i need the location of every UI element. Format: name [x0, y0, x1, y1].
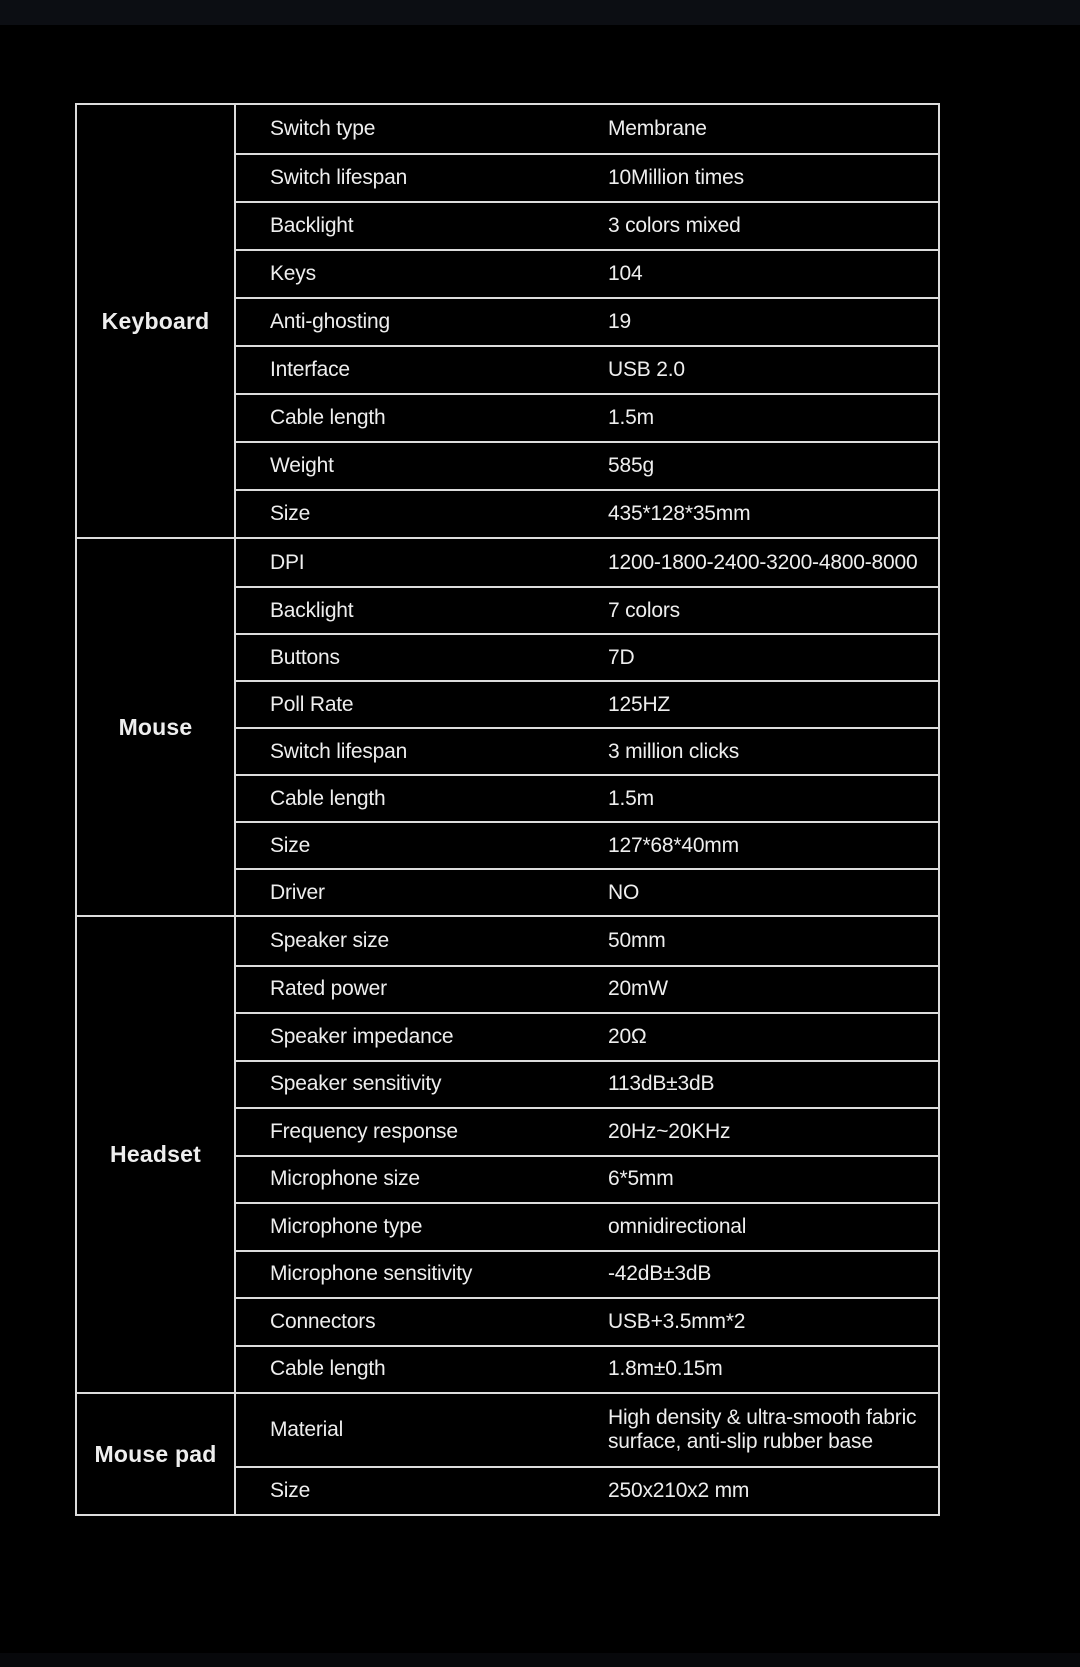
spec-value: 6*5mm — [608, 1167, 674, 1191]
spec-row — [236, 633, 938, 680]
spec-value: USB 2.0 — [608, 358, 685, 381]
spec-value: NO — [608, 880, 640, 904]
section-keyboard — [77, 105, 938, 537]
spec-label: Size — [270, 1479, 311, 1502]
section-mouse-pad — [77, 1392, 938, 1514]
spec-label: Anti-ghosting — [270, 310, 390, 333]
spec-label: Size — [270, 502, 311, 525]
spec-row — [236, 1107, 938, 1155]
spec-value: 127*68*40mm — [608, 833, 739, 857]
spec-row — [236, 489, 938, 537]
spec-value: 10Million times — [608, 166, 744, 189]
spec-value: -42dB±3dB — [608, 1262, 712, 1286]
spec-row — [236, 201, 938, 249]
spec-row — [236, 1202, 938, 1250]
spec-value: High density & ultra-smooth fabric surface, anti-slip rubber base — [608, 1406, 917, 1453]
spec-label: Cable length — [270, 786, 386, 810]
spec-label: Switch lifespan — [270, 739, 408, 763]
spec-value: 3 colors mixed — [608, 214, 741, 237]
spec-value: 50mm — [608, 928, 666, 952]
section-mouse — [77, 537, 938, 915]
category-cell — [77, 917, 236, 1392]
spec-row — [236, 153, 938, 201]
category-label: Mouse pad — [94, 1440, 217, 1467]
spec-label: Backlight — [270, 598, 354, 622]
spec-label: Frequency response — [270, 1119, 458, 1143]
spec-value: 435*128*35mm — [608, 502, 751, 525]
spec-label: Speaker impedance — [270, 1024, 454, 1048]
category-cell — [77, 105, 236, 537]
spec-row — [236, 393, 938, 441]
category-cell — [77, 539, 236, 915]
spec-rows — [236, 539, 938, 915]
spec-value: 7 colors — [608, 598, 680, 622]
spec-value: 19 — [608, 310, 631, 333]
spec-value: USB+3.5mm*2 — [608, 1309, 746, 1333]
spec-label: Switch type — [270, 117, 376, 140]
spec-row — [236, 345, 938, 393]
spec-value: 1.8m±0.15m — [608, 1357, 723, 1381]
spec-row — [236, 917, 938, 965]
top-dark-strip — [0, 0, 1080, 25]
spec-value: 104 — [608, 262, 643, 285]
bottom-dark-strip — [0, 1653, 1080, 1667]
spec-label: Microphone type — [270, 1214, 423, 1238]
spec-value: 1200-1800-2400-3200-4800-8000 — [608, 550, 918, 574]
spec-label: Switch lifespan — [270, 166, 408, 189]
spec-rows — [236, 917, 938, 1392]
spec-row — [236, 821, 938, 868]
spec-label: Connectors — [270, 1309, 376, 1333]
spec-row — [236, 1466, 938, 1514]
spec-value: 585g — [608, 454, 654, 477]
spec-row — [236, 249, 938, 297]
spec-value: omnidirectional — [608, 1214, 747, 1238]
spec-label: Size — [270, 833, 311, 857]
category-label: Headset — [110, 1141, 201, 1167]
spec-row — [236, 727, 938, 774]
spec-value: 1.5m — [608, 406, 654, 429]
section-headset — [77, 915, 938, 1392]
spec-row — [236, 1012, 938, 1060]
spec-row — [236, 774, 938, 821]
spec-row — [236, 1345, 938, 1393]
spec-row — [236, 441, 938, 489]
spec-value: 20Hz~20KHz — [608, 1119, 731, 1143]
spec-value: 1.5m — [608, 786, 654, 810]
spec-label: Speaker size — [270, 928, 389, 952]
category-label: Mouse — [118, 713, 193, 740]
spec-value: 20mW — [608, 977, 668, 1001]
spec-label: Rated power — [270, 977, 387, 1001]
category-cell — [77, 1394, 236, 1514]
spec-label: Buttons — [270, 645, 340, 669]
spec-label: Backlight — [270, 214, 354, 237]
spec-label: Poll Rate — [270, 692, 354, 716]
spec-value: 20Ω — [608, 1024, 647, 1048]
spec-label: Cable length — [270, 406, 386, 429]
spec-label: Cable length — [270, 1357, 386, 1381]
spec-value: Membrane — [608, 117, 707, 140]
spec-row — [236, 1250, 938, 1298]
spec-label: Material — [270, 1418, 344, 1441]
spec-value: 125HZ — [608, 692, 671, 716]
spec-row — [236, 1060, 938, 1108]
spec-row — [236, 105, 938, 153]
spec-row — [236, 539, 938, 586]
spec-rows — [236, 105, 938, 537]
spec-rows — [236, 1394, 938, 1514]
spec-row — [236, 297, 938, 345]
spec-value: 113dB±3dB — [608, 1072, 715, 1096]
spec-label: DPI — [270, 550, 305, 574]
spec-row — [236, 868, 938, 915]
spec-label: Speaker sensitivity — [270, 1072, 442, 1096]
spec-label: Driver — [270, 880, 325, 904]
spec-row — [236, 586, 938, 633]
spec-label: Keys — [270, 262, 316, 285]
spec-row — [236, 1297, 938, 1345]
spec-label: Microphone sensitivity — [270, 1262, 473, 1286]
spec-label: Interface — [270, 358, 350, 381]
spec-row — [236, 1155, 938, 1203]
spec-label: Microphone size — [270, 1167, 420, 1191]
spec-table — [75, 103, 940, 1516]
spec-value: 3 million clicks — [608, 739, 739, 763]
category-label: Keyboard — [101, 307, 210, 334]
spec-row — [236, 1394, 938, 1466]
spec-label: Weight — [270, 454, 334, 477]
spec-row — [236, 680, 938, 727]
spec-value: 250x210x2 mm — [608, 1479, 750, 1502]
spec-row — [236, 965, 938, 1013]
spec-value: 7D — [608, 645, 635, 669]
